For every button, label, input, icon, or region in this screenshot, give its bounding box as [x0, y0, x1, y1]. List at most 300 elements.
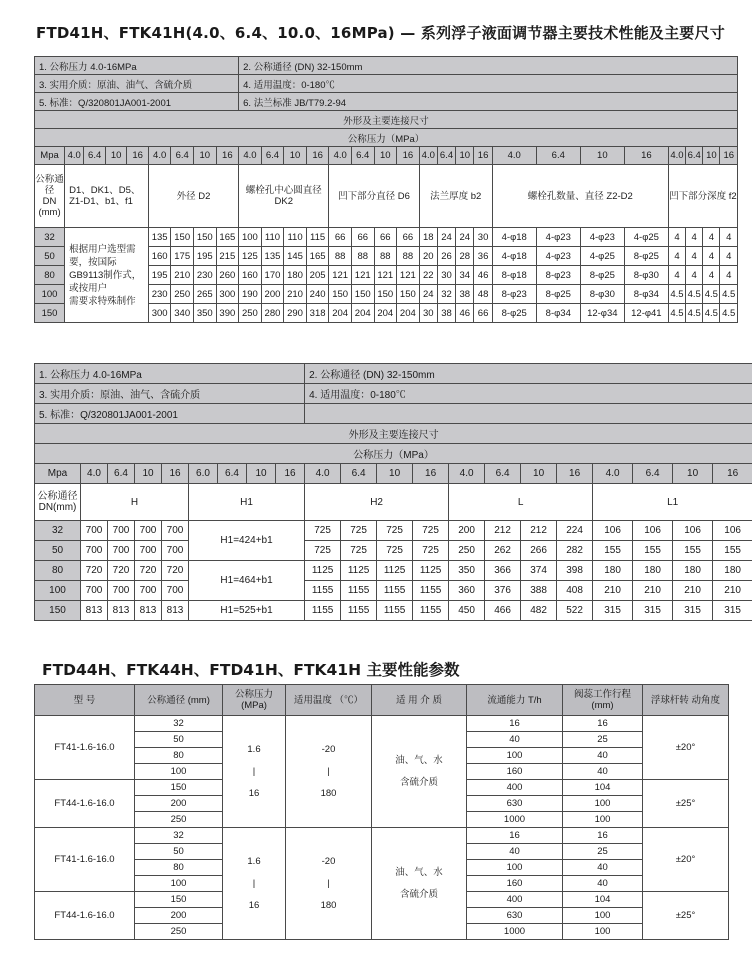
d6-cell: 88 — [351, 247, 374, 266]
flow-cell: 40 — [467, 732, 563, 748]
stroke-cell: 16 — [563, 828, 643, 844]
temperature-line: 180 — [320, 899, 337, 911]
dk2-cell: 100 — [239, 228, 262, 247]
h2-cell: 725 — [305, 521, 341, 541]
info-cell: 6. 法兰标准 JB/T79.2-94 — [239, 93, 738, 111]
h-cell: 813 — [108, 601, 135, 621]
pressure-cell: 16 — [474, 147, 492, 165]
pressure-line: 16 — [248, 787, 260, 799]
dimension-table-1 — [34, 56, 738, 323]
b2-cell: 36 — [474, 247, 492, 266]
d2-cell: 230 — [148, 285, 171, 304]
b2-cell: 28 — [456, 247, 474, 266]
pressure-cell: 4.0 — [593, 464, 633, 484]
d6-cell: 121 — [351, 266, 374, 285]
dn-cell: 100 — [135, 876, 223, 892]
flow-cell: 1000 — [467, 812, 563, 828]
h1-formula-cell: H1=424+b1 — [189, 521, 305, 561]
f2-cell: 4 — [720, 247, 738, 266]
temperature-cell — [286, 828, 372, 940]
flow-cell: 1000 — [467, 924, 563, 940]
l1-cell: 315 — [593, 601, 633, 621]
z2-cell: 4-φ25 — [580, 247, 624, 266]
pressure-cell: 6.0 — [189, 464, 218, 484]
h-cell: 700 — [162, 581, 189, 601]
z2-cell: 8-φ34 — [624, 285, 668, 304]
h2-cell: 1155 — [341, 581, 377, 601]
temperature-cell — [286, 716, 372, 828]
pressure-cell: 16 — [276, 464, 305, 484]
pressure-cell: 16 — [713, 464, 752, 484]
l-cell: 282 — [557, 541, 593, 561]
l1-cell: 180 — [633, 561, 673, 581]
info-row — [35, 57, 738, 75]
d6-cell: 66 — [351, 228, 374, 247]
column-header-row — [35, 165, 738, 228]
b2-cell: 30 — [419, 304, 437, 323]
note-line: 根据用户选型需要，按国际 — [69, 243, 136, 268]
d2-cell: 350 — [193, 304, 216, 323]
flow-cell: 100 — [467, 860, 563, 876]
l1-cell: 180 — [673, 561, 713, 581]
h-cell: 700 — [81, 541, 108, 561]
table-row — [35, 521, 752, 541]
h-cell: 813 — [81, 601, 108, 621]
info-row — [35, 75, 738, 93]
pressure-cell: 6.4 — [261, 147, 284, 165]
d6-cell: 121 — [329, 266, 352, 285]
model-cell: FT44-1.6-16.0 — [35, 892, 135, 940]
dimension-table-2 — [34, 363, 752, 621]
l-cell: 250 — [449, 541, 485, 561]
l-cell: 262 — [485, 541, 521, 561]
h2-cell: 725 — [377, 521, 413, 541]
pressure-cell: 6.4 — [351, 147, 374, 165]
pressure-cell: 16 — [216, 147, 239, 165]
h-cell: 813 — [162, 601, 189, 621]
note-line: 需要求特殊制作 — [69, 295, 136, 307]
h-header: H — [81, 484, 189, 521]
f2-cell: 4 — [686, 266, 703, 285]
dn-cell: 32 — [135, 716, 223, 732]
l-cell: 450 — [449, 601, 485, 621]
info-cell: 3. 实用介质：原油、油气、含硫介质 — [35, 384, 305, 404]
l-cell: 482 — [521, 601, 557, 621]
info-cell: 5. 标准：Q/320801JA001-2001 — [35, 93, 239, 111]
l1-cell: 155 — [713, 541, 752, 561]
l1-header: L1 — [593, 484, 752, 521]
dn-cell: 100 — [135, 764, 223, 780]
l-cell: 266 — [521, 541, 557, 561]
pressure-cell: 16 — [557, 464, 593, 484]
flow-cell: 630 — [467, 796, 563, 812]
bolt-count-header: 螺栓孔数量、直径 Z2-D2 — [492, 165, 668, 228]
pressure-line: 1.6 — [247, 743, 261, 755]
pressure-cell: 16 — [720, 147, 738, 165]
d6-cell: 66 — [374, 228, 397, 247]
h2-cell: 1155 — [341, 601, 377, 621]
d6-cell: 150 — [329, 285, 352, 304]
pressure-cell: 10 — [135, 464, 162, 484]
model-cell: FT41-1.6-16.0 — [35, 828, 135, 892]
dk2-cell: 115 — [306, 228, 329, 247]
dn-cell: 200 — [135, 796, 223, 812]
pressure-cell: 6.4 — [108, 464, 135, 484]
dk2-cell: 165 — [306, 247, 329, 266]
h-cell: 700 — [162, 521, 189, 541]
mpa-label: Mpa — [35, 464, 81, 484]
z2-cell: 8-φ23 — [536, 266, 580, 285]
pressure-cell: 4.0 — [239, 147, 262, 165]
header-cell: 适 用 介 质 — [372, 685, 467, 716]
pressure-cell: 10 — [247, 464, 276, 484]
dn-header: 公称通径 DN (mm) — [35, 165, 65, 228]
section-header: 外形及主要连接尺寸 — [35, 111, 738, 129]
l1-cell: 315 — [633, 601, 673, 621]
f2-cell: 4.5 — [686, 285, 703, 304]
dk2-cell: 205 — [306, 266, 329, 285]
pressure-cell: 4.0 — [419, 147, 437, 165]
dn-cell: 250 — [135, 812, 223, 828]
b2-cell: 22 — [419, 266, 437, 285]
header-cell: 型 号 — [35, 685, 135, 716]
dk2-cell: 190 — [239, 285, 262, 304]
info-cell: 4. 适用温度：0-180℃ — [239, 75, 738, 93]
stroke-cell: 100 — [563, 908, 643, 924]
d6-cell: 88 — [374, 247, 397, 266]
h2-cell: 725 — [377, 541, 413, 561]
d2-cell: 135 — [148, 228, 171, 247]
d6-cell: 66 — [397, 228, 420, 247]
z2-cell: 4-φ23 — [536, 247, 580, 266]
dk2-cell: 318 — [306, 304, 329, 323]
medium-line: 油、气、水 — [395, 754, 443, 766]
b2-cell: 38 — [456, 285, 474, 304]
d2-cell: 230 — [193, 266, 216, 285]
b2-cell: 46 — [474, 266, 492, 285]
pressure-cell: 10 — [105, 147, 126, 165]
d6-cell: 150 — [397, 285, 420, 304]
info-row — [35, 93, 738, 111]
pressure-cell: 10 — [580, 147, 624, 165]
l1-cell: 106 — [593, 521, 633, 541]
flow-cell: 630 — [467, 908, 563, 924]
pressure-header: 公称压力（MPa） — [35, 129, 738, 147]
dk2-cell: 170 — [261, 266, 284, 285]
pressure-header: 公称压力（MPa） — [35, 444, 752, 464]
l-cell: 212 — [521, 521, 557, 541]
pressure-line: | — [252, 877, 256, 889]
f2-cell: 4 — [668, 228, 685, 247]
d6-cell: 150 — [374, 285, 397, 304]
pressure-line: 16 — [248, 899, 260, 911]
l1-cell: 155 — [673, 541, 713, 561]
b2-cell: 20 — [419, 247, 437, 266]
pressure-cell: 6.4 — [171, 147, 194, 165]
stroke-cell: 40 — [563, 748, 643, 764]
pressure-cell: 16 — [127, 147, 148, 165]
stroke-cell: 100 — [563, 796, 643, 812]
dn-cell: 80 — [35, 561, 81, 581]
b2-cell: 24 — [437, 228, 455, 247]
f2-cell: 4.5 — [720, 304, 738, 323]
f2-cell: 4.5 — [720, 285, 738, 304]
h-cell: 813 — [135, 601, 162, 621]
dn-cell: 50 — [135, 844, 223, 860]
d6-cell: 150 — [351, 285, 374, 304]
z2-cell: 8-φ23 — [492, 285, 536, 304]
h2-cell: 1125 — [413, 561, 449, 581]
d2-cell: 300 — [148, 304, 171, 323]
header-cell: 浮球杆转 动角度 — [643, 685, 729, 716]
b2-cell: 46 — [456, 304, 474, 323]
stroke-cell: 25 — [563, 844, 643, 860]
l1-cell: 180 — [713, 561, 752, 581]
dn-cell: 200 — [135, 908, 223, 924]
d6-cell: 204 — [374, 304, 397, 323]
h2-cell: 1155 — [377, 581, 413, 601]
pressure-cell: 16 — [162, 464, 189, 484]
d2-cell: 175 — [171, 247, 194, 266]
table-row — [35, 561, 752, 581]
f2-cell: 4 — [703, 228, 720, 247]
stroke-cell: 40 — [563, 860, 643, 876]
dn-cell: 32 — [35, 228, 65, 247]
d6-cell: 204 — [329, 304, 352, 323]
stroke-cell: 25 — [563, 732, 643, 748]
flange-thickness-header: 法兰厚度 b2 — [419, 165, 492, 228]
f2-cell: 4.5 — [703, 285, 720, 304]
d6-cell: 204 — [397, 304, 420, 323]
h-cell: 720 — [162, 561, 189, 581]
f2-cell: 4.5 — [668, 285, 685, 304]
d2-cell: 195 — [193, 247, 216, 266]
h1-formula-cell: H1=464+b1 — [189, 561, 305, 601]
stroke-cell: 100 — [563, 812, 643, 828]
stroke-cell: 40 — [563, 764, 643, 780]
header-cell: 公称压力 (MPa) — [223, 685, 286, 716]
pressure-cell: 6.4 — [437, 147, 455, 165]
info-row — [35, 404, 752, 424]
l1-cell: 210 — [593, 581, 633, 601]
l-cell: 360 — [449, 581, 485, 601]
pressure-row — [35, 464, 752, 484]
column-header-row — [35, 685, 729, 716]
performance-table — [34, 684, 729, 940]
stroke-cell: 104 — [563, 892, 643, 908]
d6-cell: 121 — [397, 266, 420, 285]
stroke-cell: 104 — [563, 780, 643, 796]
pressure-line: 1.6 — [247, 855, 261, 867]
stroke-cell: 100 — [563, 924, 643, 940]
dn-cell: 80 — [135, 748, 223, 764]
dk2-cell: 200 — [261, 285, 284, 304]
dk2-cell: 210 — [284, 285, 307, 304]
dk2-cell: 125 — [239, 247, 262, 266]
l1-cell: 180 — [593, 561, 633, 581]
pressure-cell: 16 — [413, 464, 449, 484]
header-cell: 公称通径 (mm) — [135, 685, 223, 716]
info-cell: 3. 实用介质：原油、油气、含硫介质 — [35, 75, 239, 93]
bolt-circle-header: 螺栓孔中心圆直径 DK2 — [239, 165, 329, 228]
h2-cell: 1155 — [413, 601, 449, 621]
l1-cell: 106 — [633, 521, 673, 541]
dk2-cell: 280 — [261, 304, 284, 323]
d2-cell: 250 — [171, 285, 194, 304]
d2-cell: 160 — [148, 247, 171, 266]
f2-cell: 4.5 — [686, 304, 703, 323]
pressure-cell: 10 — [193, 147, 216, 165]
flow-cell: 160 — [467, 764, 563, 780]
z2-cell: 4-φ18 — [492, 228, 536, 247]
angle-cell: ±20° — [643, 716, 729, 780]
pressure-cell: 16 — [397, 147, 420, 165]
pressure-cell: 4.0 — [329, 147, 352, 165]
b2-cell: 30 — [437, 266, 455, 285]
pressure-cell: 10 — [703, 147, 720, 165]
page-title-2: FTD44H、FTK44H、FTD41H、FTK41H 主要性能参数 — [42, 661, 460, 679]
z2-cell: 8-φ25 — [492, 304, 536, 323]
f2-cell: 4 — [668, 247, 685, 266]
table-row — [35, 581, 752, 601]
z2-cell: 8-φ25 — [536, 285, 580, 304]
header-cell: 流通能力 T/h — [467, 685, 563, 716]
z2-cell: 4-φ23 — [536, 228, 580, 247]
l-cell: 398 — [557, 561, 593, 581]
h2-cell: 1125 — [341, 561, 377, 581]
dn-cell: 100 — [35, 285, 65, 304]
l-cell: 466 — [485, 601, 521, 621]
f2-cell: 4 — [703, 266, 720, 285]
h-cell: 720 — [108, 561, 135, 581]
note-line: 或按用户 — [69, 282, 108, 294]
pressure-cell: 6.4 — [485, 464, 521, 484]
dn-cell: 150 — [35, 304, 65, 323]
h1-header: H1 — [189, 484, 305, 521]
f2-cell: 4 — [686, 247, 703, 266]
pressure-cell: 10 — [521, 464, 557, 484]
temperature-line: -20 — [321, 855, 336, 867]
pressure-cell: 6.4 — [341, 464, 377, 484]
pressure-cell: 10 — [374, 147, 397, 165]
l-cell: 224 — [557, 521, 593, 541]
pressure-cell: 6.4 — [84, 147, 105, 165]
angle-cell: ±25° — [643, 892, 729, 940]
l1-cell: 155 — [593, 541, 633, 561]
d6-cell: 204 — [351, 304, 374, 323]
info-cell: 1. 公称压力 4.0-16MPa — [35, 364, 305, 384]
l1-cell: 155 — [633, 541, 673, 561]
info-cell: 2. 公称通径 (DN) 32-150mm — [305, 364, 752, 384]
recess-depth-header: 凹下部分深度 f2 — [668, 165, 737, 228]
b2-cell: 26 — [437, 247, 455, 266]
d2-cell: 150 — [171, 228, 194, 247]
section-header: 外形及主要连接尺寸 — [35, 424, 752, 444]
h-cell: 700 — [108, 521, 135, 541]
h2-cell: 725 — [413, 541, 449, 561]
l1-cell: 106 — [713, 521, 752, 541]
info-row — [35, 384, 752, 404]
dn-cell: 150 — [135, 892, 223, 908]
dn-cell: 80 — [35, 266, 65, 285]
h-cell: 720 — [81, 561, 108, 581]
z2-cell: 4-φ18 — [492, 247, 536, 266]
angle-cell: ±20° — [643, 828, 729, 892]
h1-formula-cell: H1=525+b1 — [189, 601, 305, 621]
h2-cell: 725 — [305, 541, 341, 561]
d2-cell: 300 — [216, 285, 239, 304]
z2-cell: 12-φ34 — [580, 304, 624, 323]
pressure-line: | — [252, 765, 256, 777]
dn-cell: 80 — [135, 860, 223, 876]
z2-cell: 4-φ25 — [624, 228, 668, 247]
pressure-cell: 6.4 — [633, 464, 673, 484]
model-cell: FT44-1.6-16.0 — [35, 780, 135, 828]
dn-cell: 250 — [135, 924, 223, 940]
medium-line: 油、气、水 — [395, 866, 443, 878]
dk2-cell: 145 — [284, 247, 307, 266]
flow-cell: 100 — [467, 748, 563, 764]
h2-cell: 1155 — [377, 601, 413, 621]
d2-cell: 260 — [216, 266, 239, 285]
h-cell: 700 — [135, 521, 162, 541]
stroke-cell: 40 — [563, 876, 643, 892]
pressure-cell: 6.4 — [686, 147, 703, 165]
l-cell: 376 — [485, 581, 521, 601]
table-row — [35, 601, 752, 621]
h-cell: 700 — [108, 541, 135, 561]
z2-cell: 8-φ25 — [580, 266, 624, 285]
h-cell: 700 — [108, 581, 135, 601]
b2-cell: 34 — [456, 266, 474, 285]
d2-cell: 390 — [216, 304, 239, 323]
flow-cell: 400 — [467, 780, 563, 796]
h2-cell: 1155 — [305, 601, 341, 621]
d2-cell: 165 — [216, 228, 239, 247]
b2-cell: 38 — [437, 304, 455, 323]
temperature-line: | — [327, 877, 330, 889]
page-title-1: FTD41H、FTK41H(4.0、6.4、10.0、16MPa) — 系列浮子液面调节器主要技术性能及主要尺寸 — [36, 24, 725, 42]
l-cell: 350 — [449, 561, 485, 581]
d2-cell: 195 — [148, 266, 171, 285]
pressure-cell: 10 — [284, 147, 307, 165]
flow-cell: 16 — [467, 828, 563, 844]
dn-cell: 50 — [35, 541, 81, 561]
info-cell: 5. 标准：Q/320801JA001-2001 — [35, 404, 305, 424]
model-cell: FT41-1.6-16.0 — [35, 716, 135, 780]
angle-cell: ±25° — [643, 780, 729, 828]
dk2-cell: 160 — [239, 266, 262, 285]
dn-cell: 32 — [135, 828, 223, 844]
pressure-cell: 4.0 — [65, 147, 84, 165]
pressure-cell: 10 — [456, 147, 474, 165]
header-cell: 适用温度 （℃） — [286, 685, 372, 716]
h-cell: 700 — [135, 581, 162, 601]
h2-cell: 1125 — [305, 561, 341, 581]
h-cell: 700 — [135, 541, 162, 561]
dn-cell: 32 — [35, 521, 81, 541]
dk2-cell: 110 — [284, 228, 307, 247]
pressure-cell: 10 — [377, 464, 413, 484]
h-cell: 700 — [81, 521, 108, 541]
h2-cell: 1155 — [305, 581, 341, 601]
pressure-cell: 4.0 — [305, 464, 341, 484]
l-cell: 374 — [521, 561, 557, 581]
flow-cell: 40 — [467, 844, 563, 860]
dn-cell: 150 — [135, 780, 223, 796]
b2-cell: 66 — [474, 304, 492, 323]
dk2-cell: 250 — [239, 304, 262, 323]
